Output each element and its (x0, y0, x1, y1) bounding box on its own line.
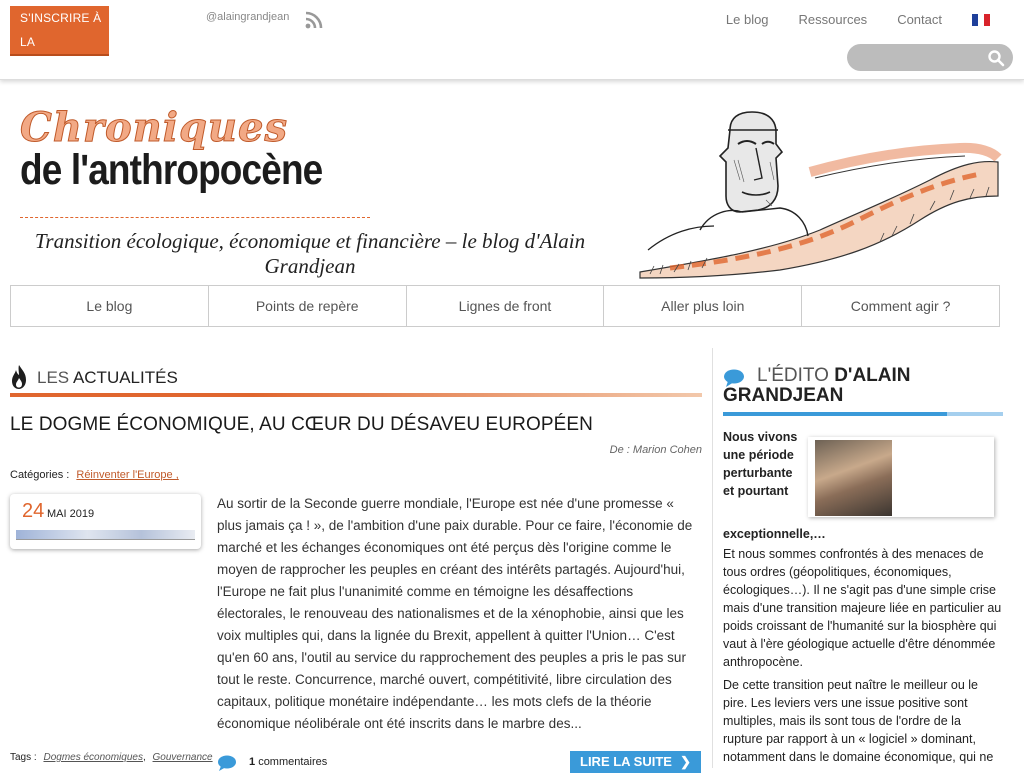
speech-bubble-icon (723, 369, 745, 387)
tag-link[interactable]: Dogmes économiques (43, 752, 143, 763)
newsletter-label-line1: S'INSCRIRE À LA (20, 11, 102, 49)
french-flag-icon[interactable] (972, 14, 990, 26)
news-section-main: ACTUALITÉS (72, 368, 178, 387)
logo-line-1: Chroniques (20, 104, 288, 151)
top-bar (0, 0, 1024, 80)
top-nav (696, 12, 990, 27)
sidebar-divider (712, 348, 713, 768)
comments-count: 1 (249, 756, 256, 768)
logo-divider (20, 217, 370, 218)
article-excerpt: Au sortir de la Seconde guerre mondiale, l'Europe est née d'une promesse « plus jamais ça ! », de l'ambition d'une paix durable. Pour ce faire, l'économie de marché et les échanges économiques ont été perçus dès l'origine comme le moyen de rapprocher les peuples en créant des intérêts partagés. Aujourd'hui, l'Europe ne fait plus l'unanimité comme en témoigne les désaffections électorales, le renouveau des nationalismes et de la xénophobie, ainsi que les voix multiples qui, dans la lignée du Brexit, appellent à quitter l'Union… C'est qu'en 60 ans, l'outil au service du rapprochement des peuples a pris le pas sur tout le reste. Concurrence, marché ouvert, compétitivité, libre circulation des capitaux, politique monétaire indépendante… les mots clefs de la théorie économique néolibérale ont été inscrits dans le marbre des... (217, 496, 693, 731)
edito-lead-continued: exceptionnelle,… (723, 527, 826, 541)
site-tagline: Transition écologique, économique et financière – le blog d'Alain Grandjean (34, 229, 586, 278)
article-title[interactable]: LE DOGME ÉCONOMIQUE, AU CŒUR DU DÉSAVEU EUROPÉEN (10, 414, 593, 435)
article-date-card[interactable] (10, 494, 201, 549)
main-nav-blog[interactable]: Le blog (86, 298, 133, 314)
article-thumbnail[interactable] (16, 530, 195, 540)
search-icon[interactable] (987, 49, 1005, 67)
edito-paragraph: Et nous sommes confrontés à des menaces de tous ordres (géopolitiques, économiques, écologiques…). Il ne s'agit pas d'une simple crise mais d'une transition majeure liée en particulier au poids croissant de l'humanité sur la biosphère qui vaut à l'ère géologique actuelle d'être dénommée anthropocène. (723, 547, 1002, 669)
tags-label: Tags : (10, 752, 37, 763)
edito-rule (723, 412, 1003, 416)
newsletter-signup-button[interactable] (10, 6, 109, 73)
edito-body (723, 545, 1003, 771)
author-photo-card (808, 437, 994, 517)
categories-label: Catégories : (10, 469, 70, 481)
comment-icon (217, 755, 237, 771)
edito-lead: Nous vivons une période perturbante et pourtant (723, 430, 798, 498)
main-nav (10, 285, 1000, 327)
main-nav-lignes-de-front[interactable]: Lignes de front (406, 286, 604, 326)
edito-title (723, 366, 1003, 406)
tag-link[interactable]: Gouvernance (152, 752, 213, 763)
flame-icon (10, 364, 28, 390)
edito-title-main: D'ALAIN GRANDJEAN (723, 365, 911, 406)
date-day: 24 (22, 500, 45, 522)
twitter-link[interactable]: @alaingrandjean (206, 11, 290, 23)
main-nav-reperes[interactable]: Points de repère (208, 286, 406, 326)
news-section-title (37, 368, 178, 388)
newsletter-label-line2: NEWSLETTER (20, 59, 105, 73)
news-section-prefix: LES (37, 368, 70, 387)
moai-road-illustration (630, 100, 1002, 280)
category-link[interactable]: Réinventer l'Europe , (76, 469, 179, 481)
chevron-right-icon: ❯ (680, 754, 691, 769)
news-section-rule (10, 393, 702, 397)
comments-label: commentaires (258, 756, 328, 768)
article-author: De : Marion Cohen (609, 444, 702, 456)
read-more-label: LIRE LA SUITE (580, 754, 672, 769)
main-nav-comment-agir[interactable]: Comment agir ? (801, 286, 999, 326)
article-tags: Tags : Dogmes économiques, Gouvernance (10, 752, 213, 763)
date-month-year: MAI 2019 (47, 508, 95, 520)
main-nav-aller-plus-loin[interactable]: Aller plus loin (603, 286, 801, 326)
top-nav-blog[interactable]: Le blog (725, 12, 769, 27)
author-photo (815, 440, 892, 516)
article-categories (10, 469, 179, 481)
edito-paragraph: De cette transition peut naître le meilleur ou le pire. Les leviers vers une issue positive sont multiples, mais ils sont tous de l'ordre de la rupture par rapport à un « logiciel » dominant, notamment dans le domaine économique, qui ne (723, 678, 994, 764)
comments-link[interactable] (249, 756, 327, 768)
rss-icon[interactable] (304, 10, 324, 30)
read-more-button[interactable] (570, 751, 701, 773)
news-section-header (10, 364, 702, 398)
logo-line-2: de l'anthropocène (20, 146, 323, 194)
top-nav-contact[interactable]: Contact (897, 12, 942, 27)
top-nav-resources[interactable]: Ressources (798, 12, 868, 27)
edito-title-prefix: L'ÉDITO (757, 365, 829, 386)
